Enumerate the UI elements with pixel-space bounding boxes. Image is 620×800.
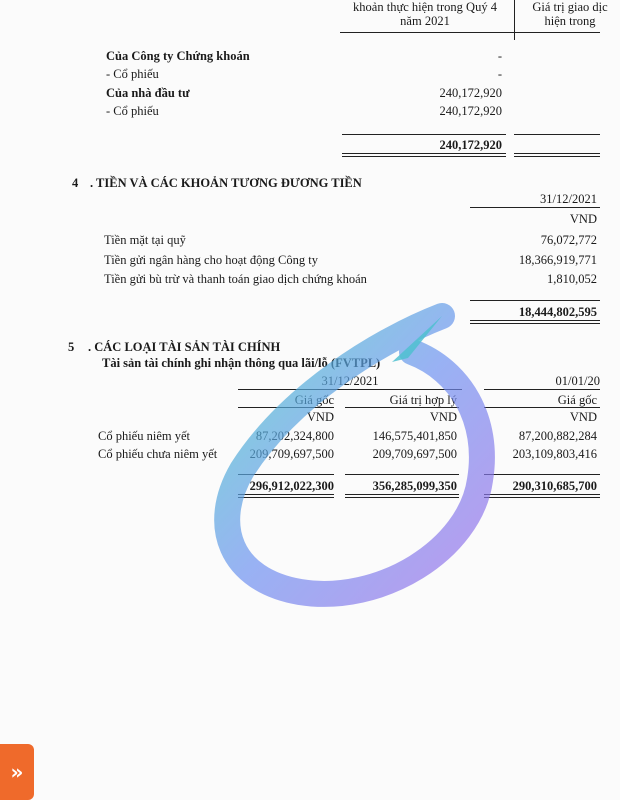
row-value: 240,172,920	[439, 86, 502, 100]
row-label: - Cổ phiếu	[106, 67, 159, 81]
col1-header-line2: năm 2021	[400, 14, 450, 28]
header-rule	[340, 32, 600, 33]
row-value: 18,366,919,771	[518, 253, 597, 267]
date-rule	[484, 389, 600, 390]
row-label: Của Công ty Chứng khoán	[106, 49, 250, 63]
header-rule	[238, 407, 334, 408]
column-divider	[514, 0, 515, 40]
total-value: 240,172,920	[439, 138, 502, 152]
section-title: . CÁC LOẠI TÀI SẢN TÀI CHÍNH	[88, 340, 281, 354]
section-title: . TIỀN VÀ CÁC KHOẢN TƯƠNG ĐƯƠNG TIỀN	[90, 176, 362, 190]
section-number: 5	[68, 340, 75, 354]
col2-header-line1: Giá trị giao dịc	[532, 0, 608, 14]
row-value: 203,109,803,416	[512, 447, 597, 461]
currency-header: VND	[429, 410, 457, 424]
total-rule	[345, 474, 459, 475]
section-number: 4	[72, 176, 79, 190]
total-rule	[484, 474, 600, 475]
row-value: 146,575,401,850	[372, 429, 457, 443]
total-value: 290,310,685,700	[512, 479, 597, 493]
column-header: Giá trị hợp lý	[389, 393, 457, 407]
row-label: Tiền gửi bù trừ và thanh toán giao dịch chứng khoán	[104, 272, 367, 286]
row-label: Của nhà đầu tư	[106, 86, 190, 100]
total-double-rule	[345, 494, 459, 498]
date-header: 31/12/2021	[540, 192, 597, 206]
row-value: 209,709,697,500	[372, 447, 457, 461]
currency-header: VND	[569, 410, 597, 424]
row-value: 87,200,882,284	[518, 429, 597, 443]
row-value: 209,709,697,500	[249, 447, 334, 461]
row-label: - Cổ phiếu	[106, 104, 159, 118]
next-page-button[interactable]	[0, 744, 34, 800]
date-rule	[238, 389, 462, 390]
header-rule	[345, 407, 459, 408]
total-value: 296,912,022,300	[249, 479, 334, 493]
total-rule	[238, 474, 334, 475]
column-header: Giá gốc	[294, 393, 334, 407]
total-double-rule	[342, 153, 506, 157]
row-value: 76,072,772	[540, 233, 597, 247]
row-value: 1,810,052	[547, 272, 597, 286]
double-chevron-right-icon: »	[10, 760, 24, 784]
row-value: -	[497, 67, 502, 81]
date-header: 31/12/2021	[321, 374, 379, 388]
currency-header: VND	[306, 410, 334, 424]
col2-header-line2: hiện trong	[544, 14, 596, 28]
row-label: Cổ phiếu niêm yết	[98, 429, 190, 443]
total-double-rule	[484, 494, 600, 498]
row-value: 87,202,324,800	[255, 429, 334, 443]
total-rule	[342, 134, 506, 135]
total-value: 356,285,099,350	[372, 479, 457, 493]
row-label: Tiền gửi ngân hàng cho hoạt động Công ty	[104, 253, 318, 267]
total-value: 18,444,802,595	[518, 305, 597, 319]
row-label: Cổ phiếu chưa niêm yết	[98, 447, 218, 461]
row-value: -	[497, 49, 502, 63]
total-rule	[470, 300, 600, 301]
date-header: 01/01/20	[555, 374, 600, 388]
total-double-rule	[238, 494, 334, 498]
total-double-rule	[514, 153, 600, 157]
currency-header: VND	[569, 212, 597, 226]
total-double-rule	[470, 320, 600, 324]
date-rule	[470, 207, 600, 208]
section-subtitle: Tài sản tài chính ghi nhận thông qua lãi/lỗ (FVTPL)	[102, 356, 381, 370]
total-rule	[514, 134, 600, 135]
row-label: Tiền mặt tại quỹ	[104, 233, 186, 247]
row-value: 240,172,920	[439, 104, 502, 118]
header-rule	[484, 407, 600, 408]
col1-header-line1: khoản thực hiện trong Quý 4	[353, 0, 497, 14]
column-header: Giá gốc	[557, 393, 597, 407]
